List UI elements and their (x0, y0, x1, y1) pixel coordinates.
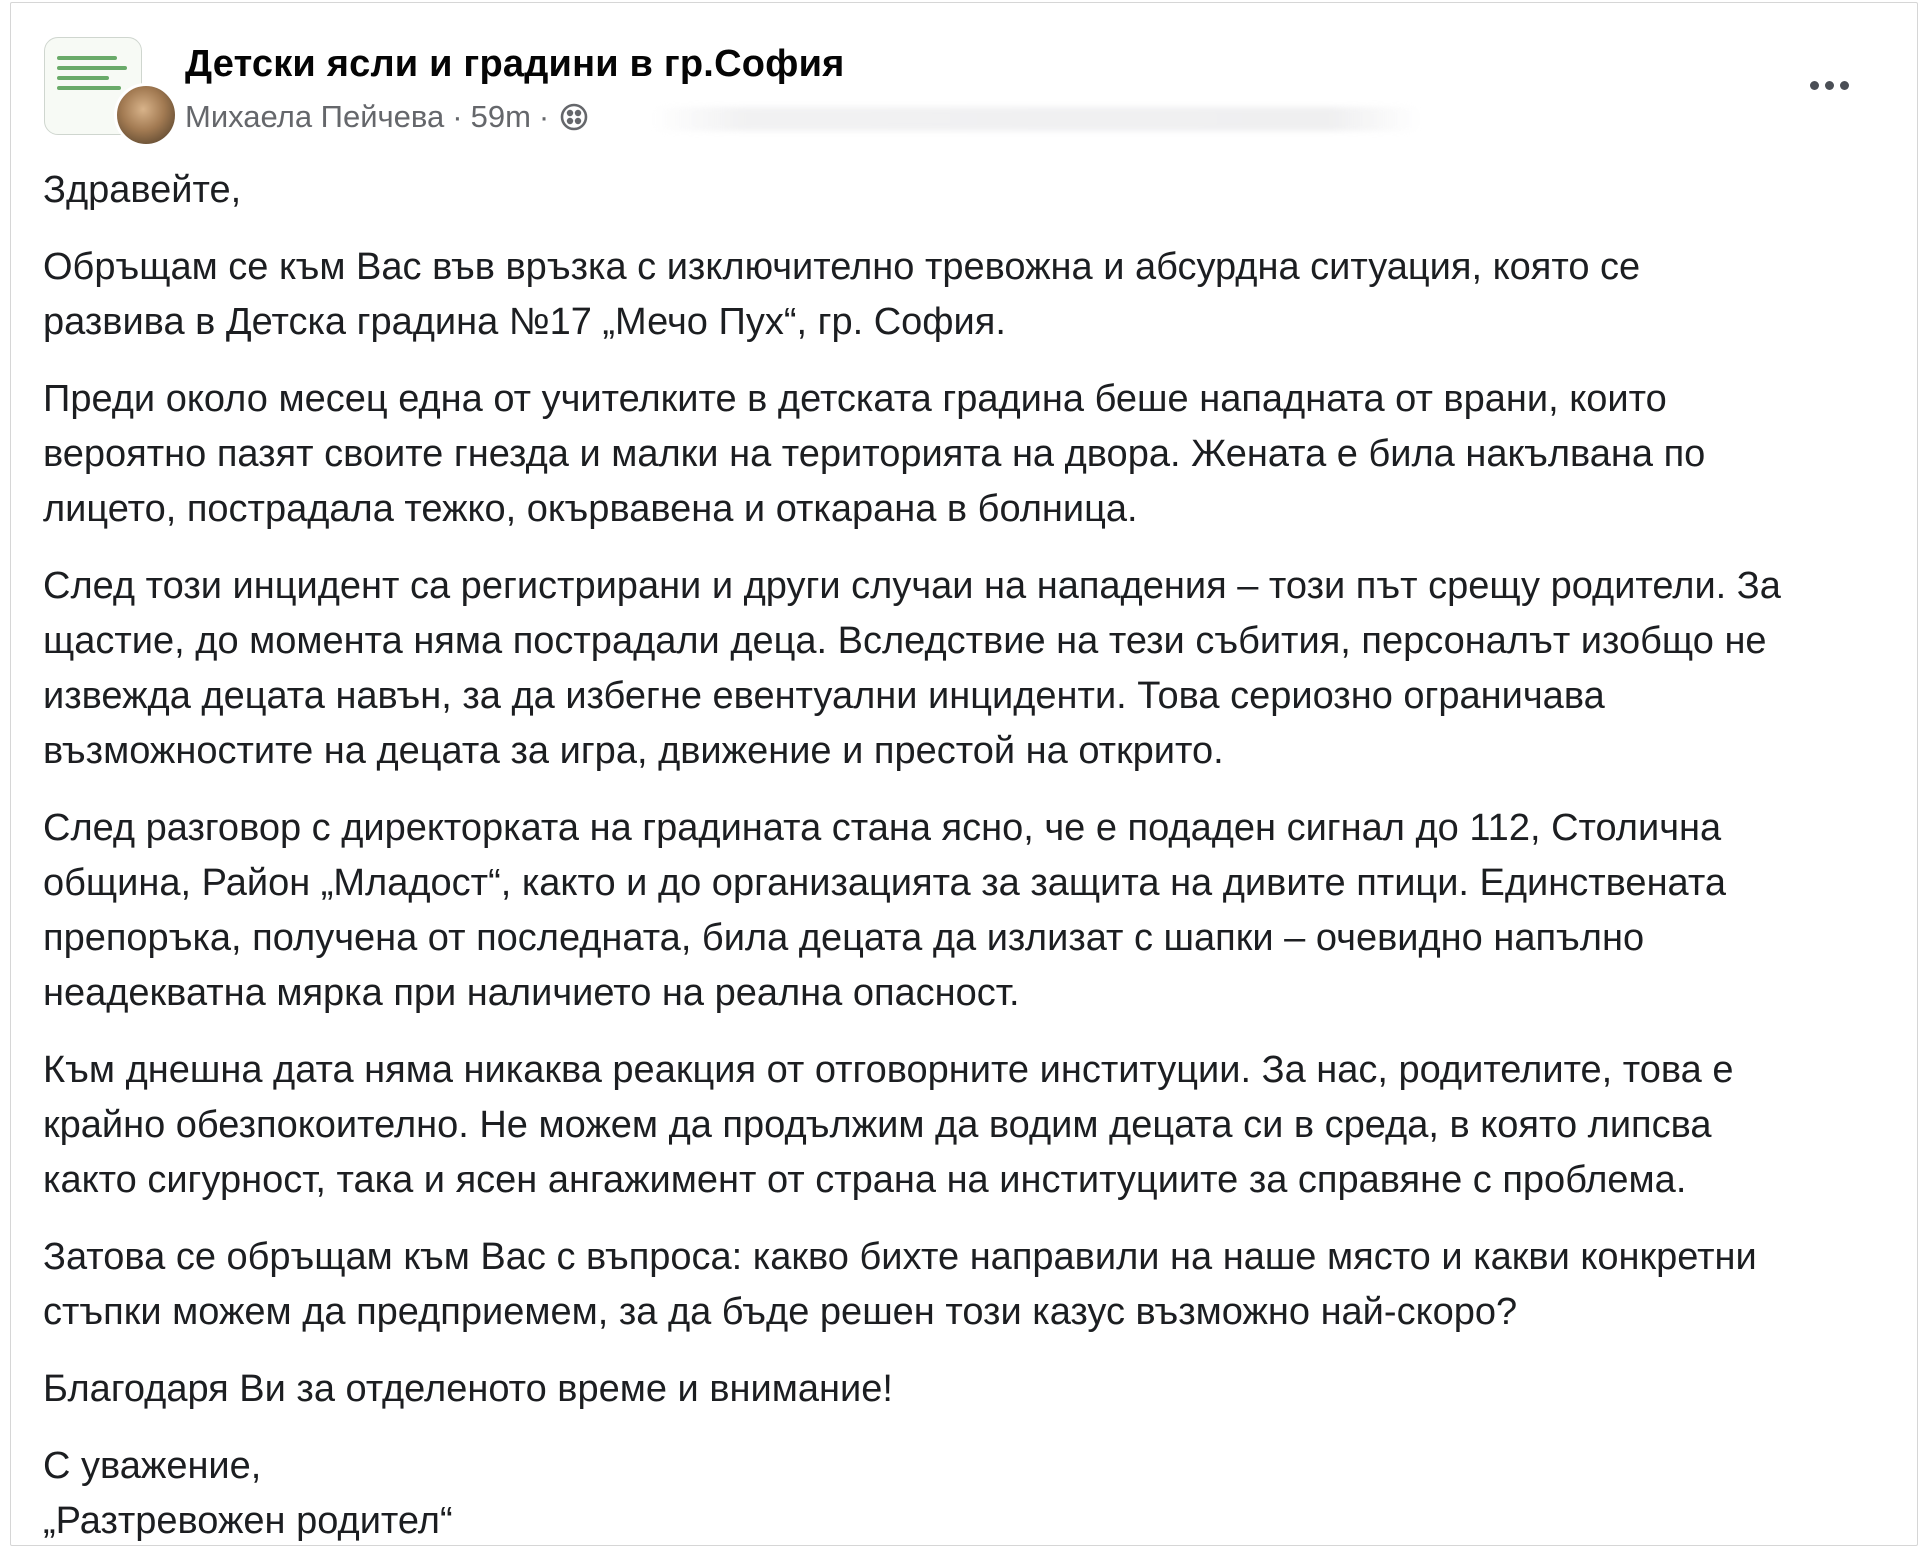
post-paragraph: Обръщам се към Вас във връзка с изключително тревожна и абсурдна ситуация, която се развива в Детска градина №17 „Мечо Пух“, гр. София. (43, 246, 1641, 343)
globe-icon[interactable] (559, 102, 589, 132)
post-paragraph: Затова се обръщам към Вас с въпроса: какво бихте направили на наше място и какви конкретни стъпки можем да предприемем, за да бъде решен този казус възможно най-скоро? (43, 1236, 1757, 1333)
post-card (10, 2, 1918, 1546)
post-paragraph: Към днешна дата няма никаква реакция от отговорните институции. За нас, родителите, това е крайно обезпокоително. Не можем да продължим да водим децата си в среда, в която липсва както сигурност, така и ясен ангажимент от страна на институциите за справяне с проблема. (43, 1049, 1734, 1201)
blurred-region (651, 107, 1421, 131)
post-paragraph: Преди около месец една от учителките в детската градина беше нападната от врани, които вероятно пазят своите гнезда и малки на територията на двора. Жената е била накълвана по лицето, пострадала тежко, окървавена и откарана в болница. (43, 378, 1706, 530)
post-text (43, 163, 1903, 1549)
post-paragraph: Здравейте, (43, 169, 242, 211)
post-signature: С уважение, „Разтревожен родител“ (43, 1445, 453, 1542)
post-time-link[interactable]: 59m (470, 99, 531, 134)
meta-separator: · (452, 99, 463, 134)
avatar-group[interactable] (44, 37, 162, 147)
author-name-link[interactable]: Михаела Пейчева (185, 99, 445, 134)
post-paragraph: Благодаря Ви за отделеното време и внимание! (43, 1368, 893, 1410)
post-paragraph: След разговор с директорката на градината стана ясно, че е подаден сигнал до 112, Столична община, Район „Младост“, както и до организацията за защита на дивите птици. Единствената препоръка, получена от последната, била децата да излизат с шапки – очевидно напълно неадекватна мярка при наличието на реална опасност. (43, 807, 1726, 1014)
post-meta (185, 99, 589, 135)
post-header (11, 3, 1917, 153)
more-options-icon[interactable] (1799, 65, 1859, 105)
post-paragraph: След този инцидент са регистрирани и други случаи на нападения – този път срещу родители. За щастие, до момента няма пострадали деца. Вследствие на тези събития, персоналът изобщо не извежда децата навън, за да избегне евентуални инциденти. Това сериозно ограничава възможностите на децата за игра, движение и престой на открито. (43, 565, 1781, 772)
meta-separator: · (538, 99, 550, 134)
user-avatar[interactable] (114, 83, 178, 147)
group-name-link[interactable]: Детски ясли и градини в гр.София (185, 43, 845, 85)
